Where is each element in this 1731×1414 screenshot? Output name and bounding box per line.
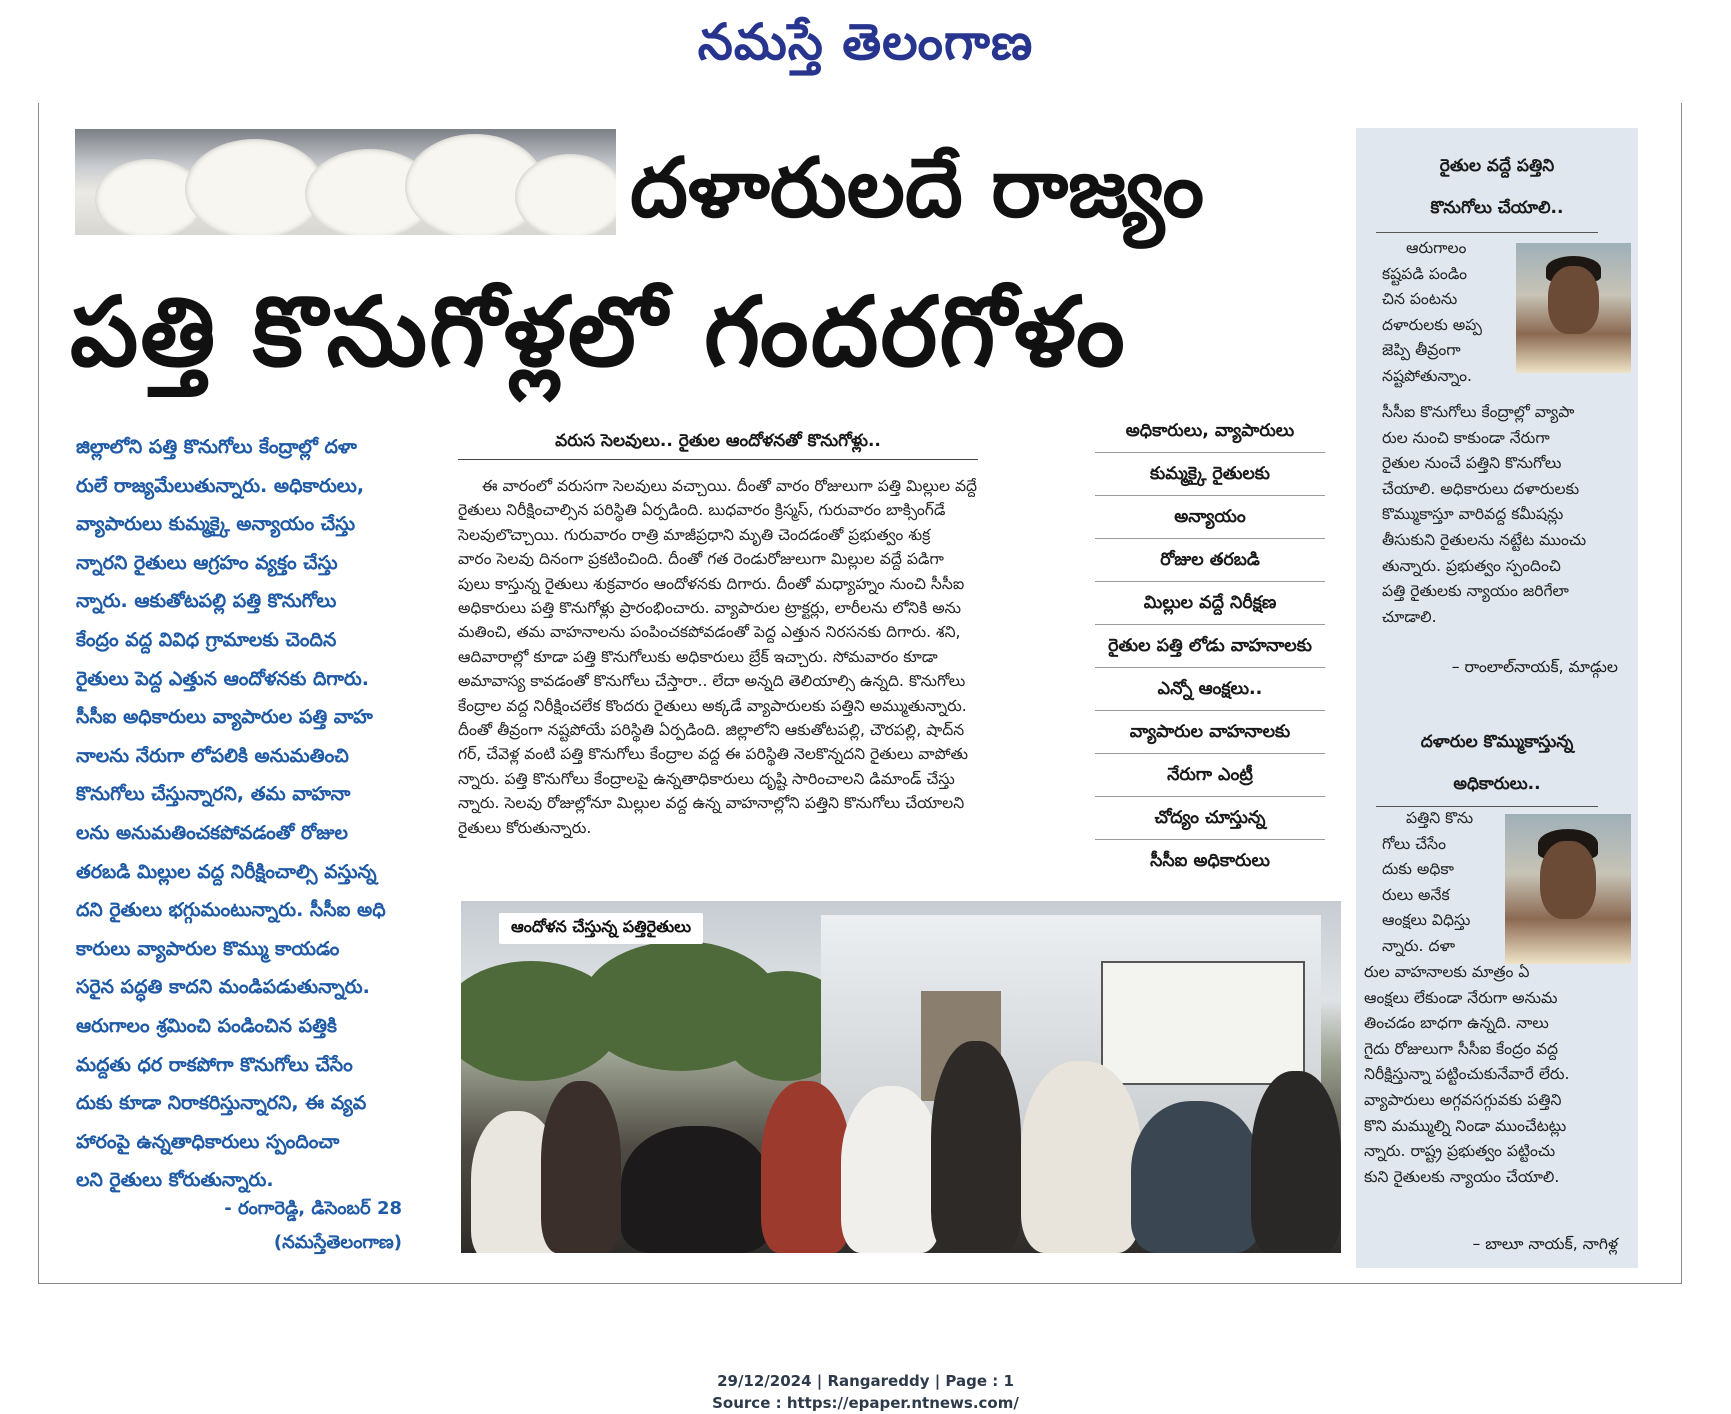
dateline-source: (నమస్తేతెలంగాణ) [273, 1232, 402, 1253]
lead-line: హారంపై ఉన్నతాధికారులు స్పందించా [76, 1130, 340, 1153]
sidebar-box1-line: జెప్పి తీవ్రంగా [1382, 341, 1461, 360]
dateline [120, 1192, 402, 1260]
body-line: కేంద్రాల వద్ద నిరీక్షించలేక కొందరు రైతులు అక్కడే వ్యాపారులకు పత్తిని అమ్ముతున్నారు. [458, 696, 967, 715]
sidebar-box2-line: కొని మమ్ముల్ని నిండా ముంచేటట్లు [1364, 1116, 1567, 1135]
sidebar-box2-line: తించడం బాధగా ఉన్నది. నాలు [1364, 1014, 1549, 1033]
pullquote-line: చోద్యం చూస్తున్న [1095, 797, 1325, 840]
sidebar-box2-line: గైదు రోజులుగా సీసీఐ కేంద్రం వద్ద [1364, 1039, 1559, 1058]
lead-line: దని రైతులు భగ్గుమంటున్నారు. సీసీఐ అధి [76, 899, 386, 922]
sidebar-box1-line: తున్నారు. ప్రభుత్వం స్పందించి [1382, 556, 1561, 575]
sidebar-box2-line: గోలు చేసేం [1382, 834, 1446, 853]
lead-paragraph [76, 428, 406, 1200]
pullquote-line: అన్యాయం [1095, 496, 1325, 539]
body-line: ఆదివారాల్లో కూడా పత్తి కొనుగోలుకు అధికారులు బ్రేక్ ఇచ్చారు. సోమవారం కూడా [458, 647, 938, 666]
sidebar-box1-line: కష్టపడి పండిం [1382, 264, 1468, 283]
sidebar-box2-attribution: – బాలూ నాయక్, నాగిళ్ల [1472, 1235, 1618, 1253]
lead-line: లను అనుమతించకపోవడంతో రోజుల [76, 821, 349, 844]
sidebar-box2-title-1: దళారుల కొమ్ముకాస్తున్న [1420, 732, 1574, 752]
sidebar-box1-line: రుల నుంచి కాకుండా నేరుగా [1382, 428, 1550, 447]
pullquote-line: రోజుల తరబడి [1095, 539, 1325, 582]
footer-date-edition: 29/12/2024 | Rangareddy | Page : 1 [717, 1372, 1014, 1390]
body-line: ఈ వారంలో వరుసగా సెలవులు వచ్చాయి. దీంతో వారం రోజులుగా పత్తి మిల్లుల వద్దే [482, 477, 978, 495]
sidebar-box2-title-2: అధికారులు.. [1453, 774, 1541, 794]
pullquote-line: నేరుగా ఎంట్రీ [1095, 754, 1325, 797]
cotton-photo [75, 129, 616, 235]
footer-source: Source : https://epaper.ntnews.com/ [712, 1394, 1019, 1412]
sidebar-box2-line: కుని రైతులకు న్యాయం చేయాలి. [1364, 1167, 1560, 1186]
sidebar-box1-title-2: కొనుగోలు చేయాలి.. [1430, 198, 1564, 218]
sidebar-box1-line: సీసీఐ కొనుగోలు కేంద్రాల్లో వ్యాపా [1382, 403, 1575, 421]
sidebar-box1-text [1382, 400, 1632, 630]
sidebar-box2-line: రులు అనేక [1382, 885, 1450, 904]
body-line: సెలవులొచ్చాయి. గురువారం రాత్రి మాజీప్రధాని మృతి చెందడంతో ప్రభుత్వం శుక్ర [458, 525, 931, 544]
sidebar-box2-narrow-text [1382, 806, 1502, 960]
pullquote-line: మిల్లుల వద్దే నిరీక్షణ [1095, 582, 1325, 625]
balu-nayak-portrait [1505, 814, 1631, 964]
sidebar-box1-rule [1376, 232, 1598, 233]
sidebar-box2-line: పత్తిని కొను [1406, 809, 1474, 827]
pullquote-line: రైతుల పత్తి లోడు వాహనాలకు [1095, 625, 1325, 668]
lead-line: రైతులు పెద్ద ఎత్తున ఆందోళనకు దిగారు. [76, 667, 369, 690]
pullquote-line: వ్యాపారుల వాహనాలకు [1095, 711, 1325, 754]
body-line: అధికారులు పత్తి కొనుగోళ్లు ప్రారంభించారు. వ్యాపారుల ట్రాక్టర్లు, లారీలను లోనికి అను [458, 599, 962, 618]
ramlal-nayak-portrait [1516, 243, 1631, 373]
photo-caption: ఆందోళన చేస్తున్న పత్తిరైతులు [499, 913, 703, 944]
sidebar-box1-line: నష్టపోతున్నాం. [1382, 366, 1473, 385]
sidebar-box2-line: న్నారు. దళా [1382, 936, 1456, 955]
sidebar-box1-line: రైతుల నుంచే పత్తిని కొనుగోలు [1382, 454, 1562, 473]
lead-line: న్నారని రైతులు ఆగ్రహం వ్యక్తం చేస్తు [76, 551, 338, 574]
sidebar-box1-line: తీసుకుని రైతులను నట్టేట ముంచు [1382, 530, 1587, 549]
sidebar-box1-narrow-text [1382, 236, 1512, 390]
lead-line: కేంద్రం వద్ద వివిధ గ్రామాలకు చెందిన [76, 628, 337, 651]
lead-line: రులే రాజ్యమేలుతున్నారు. అధికారులు, [76, 474, 365, 497]
lead-line: సీసీఐ అధికారులు వ్యాపారుల పత్తి వాహ [76, 706, 373, 729]
dateline-place: - రంగారెడ్డి, డిసెంబర్ 28 [224, 1198, 402, 1219]
sidebar-box2-line: ఆంక్షలు విధిస్తు [1382, 911, 1471, 930]
sidebar-box1-line: చేయాలి. అధికారులు దళారులకు [1382, 479, 1580, 498]
lead-line: మద్దతు ధర రాకపోగా కొనుగోలు చేసేం [76, 1053, 353, 1076]
pullquote-line: సీసీఐ అధికారులు [1150, 851, 1270, 871]
lead-line: సరైన పద్ధతి కాదని మండిపడుతున్నారు. [76, 976, 370, 999]
sidebar-box2-text [1364, 960, 1632, 1190]
sidebar-box1-attribution: – రాంలాల్‌నాయక్, మాడ్గుల [1451, 658, 1618, 676]
body-line: రైతులు నిరీక్షించాల్సిన పరిస్థితి ఏర్పడింది. బుధవారం క్రిస్మస్, గురువారం బాక్సింగ్‌డే [458, 501, 946, 520]
body-line: పులు కాస్తున్న రైతులు శుక్రవారం ఆందోళనకు దిగారు. దీంతో మధ్యాహ్నం నుంచి సీసీఐ [458, 574, 965, 593]
lead-line: కొనుగోలు చేస్తున్నారని, తమ వాహనా [76, 783, 351, 806]
body-line: దీంతో తీవ్రంగా నష్టపోయే పరిస్థితి ఏర్పడింది. జిల్లాలోని ఆకుతోటపల్లి, చౌరపల్లి, షాద్‌న [458, 721, 965, 740]
sidebar-box2-line: వ్యాపారులు అగ్గవసగ్గువకు పత్తిని [1364, 1090, 1562, 1109]
body-line: మతించి, తమ వాహనాలను పంపించకపోవడంతో పెద్ద ఎత్తున నిరసనకు దిగారు. శని, [458, 623, 961, 642]
sidebar-box2-line: రుల వాహనాలకు మాత్రం ఏ [1364, 963, 1530, 981]
sidebar-box1-line: ఆరుగాలం [1406, 239, 1467, 257]
lead-line: వ్యాపారులు కుమ్మక్కై అన్యాయం చేస్తు [76, 513, 356, 536]
body-line: న్నారు. పత్తి కొనుగోలు కేంద్రాలపై ఉన్నతాధికారులు దృష్టి సారించాలని డిమాండ్ చేస్తు [458, 769, 955, 788]
lead-line: న్నారు. ఆకుతోటపల్లి పత్తి కొనుగోలు [76, 590, 337, 613]
sidebar-box1-line: పత్తి రైతులకు న్యాయం జరిగేలా [1382, 582, 1569, 601]
sidebar-box2-line: దుకు అధికా [1382, 860, 1454, 879]
sidebar-box1-line: దళారులకు అప్ప [1382, 315, 1482, 334]
body-line: వారం సెలవు దినంగా ప్రకటించింది. దీంతో గత రెండురోజులుగా మిల్లుల వద్దే పడిగా [458, 550, 944, 569]
article-body [458, 474, 1078, 840]
sidebar-box2-line: నిరీక్షిస్తున్నా పట్టించుకునేవారే లేరు. [1364, 1065, 1570, 1084]
pullquote-line: అధికారులు, వ్యాపారులు [1095, 410, 1325, 453]
lead-line: నాలను నేరుగా లోపలికి అనుమతించి [76, 744, 349, 767]
sidebar-box1-line: కొమ్ముకాస్తూ వారివద్ద కమీషన్లు [1382, 505, 1564, 524]
body-line: న్నారు. సెలవు రోజుల్లోనూ మిల్లుల వద్ద ఉన్న వాహనాల్లోని పత్తిని కొనుగోలు చేయాలని [458, 794, 965, 813]
body-line: గర్, చేవెళ్ల వంటి పత్తి కొనుగోలు కేంద్రాల వద్ద ఈ పరిస్థితి నెలకొన్నదని రైతులు వాపోతు [458, 745, 968, 764]
headline-line-1: దళారులదే రాజ్యం [630, 141, 1205, 236]
headline-line-2: పత్తి కొనుగోళ్లలో గందరగోళం [70, 276, 1127, 388]
lead-line: కారులు వ్యాపారుల కొమ్ము కాయడం [76, 937, 340, 960]
sidebar-box1-title-1: రైతుల వద్దే పత్తిని [1439, 156, 1555, 176]
body-line: రైతులు కోరుతున్నారు. [458, 818, 592, 837]
lead-line: తరబడి మిల్లుల వద్ద నిరీక్షించాల్సి వస్తున్న [76, 860, 377, 883]
lead-line: దుకు కూడా నిరాకరిస్తున్నారని, ఈ వ్యవ [76, 1092, 367, 1115]
masthead-logo: నమస్తే తెలంగాణ [697, 12, 1034, 71]
sidebar-box1-line: చిన పంటను [1382, 290, 1458, 309]
sidebar-box2-line: ఆంక్షలు లేకుండా నేరుగా అనుమ [1364, 988, 1558, 1007]
lead-line: ఆరుగాలం శ్రమించి పండించిన పత్తికి [76, 1014, 337, 1037]
protest-photo [461, 901, 1341, 1253]
lead-line: లని రైతులు కోరుతున్నారు. [76, 1169, 274, 1192]
sidebar-box2-line: న్నారు. రాష్ట్ర ప్రభుత్వం పట్టించు [1364, 1142, 1556, 1161]
pullquote [1095, 410, 1325, 882]
pullquote-line: కుమ్మక్కై రైతులకు [1095, 453, 1325, 496]
body-line: అమావాస్య కావడంతో కొనుగోలు చేస్తారా.. లేదా అన్నది తెలియాల్సి ఉన్నది. కొనుగోలు [458, 672, 966, 691]
sidebar-box1-line: చూడాలి. [1382, 607, 1437, 626]
section-subhead: వరుస సెలవులు.. రైతుల ఆందోళనతో కొనుగోళ్లు.. [458, 423, 978, 460]
lead-line: జిల్లాలోని పత్తి కొనుగోలు కేంద్రాల్లో దళా [76, 436, 357, 458]
pullquote-line: ఎన్నో ఆంక్షలు.. [1095, 668, 1325, 711]
